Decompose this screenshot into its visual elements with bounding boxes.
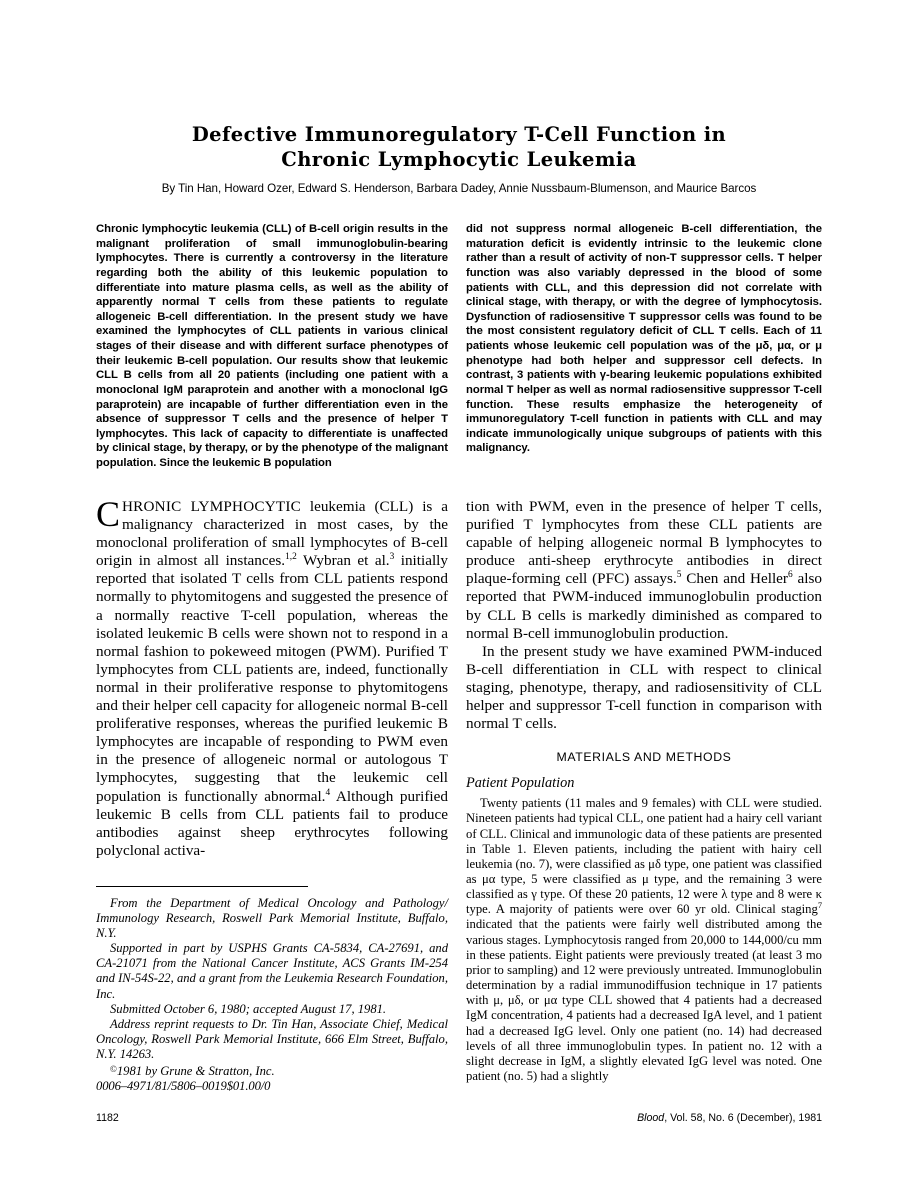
- section-heading-materials-and-methods: MATERIALS AND METHODS: [556, 750, 732, 765]
- copyright-text: 1981 by Grune & Stratton, Inc.: [116, 1064, 275, 1079]
- paragraph-2-segment-a: tion with PWM, even in the presence of helper T cells, purified T lymphocytes from these CLL patients are capable of helping allogeneic normal B lymphocytes to produce anti-sheep erythrocyte antibodies in direct plaque-forming cell (PFC) assays.: [466, 498, 822, 588]
- paragraph-3: In the present study we have examined PWM-induced B-cell differentiation in CLL with respect to clinical staging, phenotype, therapy, and radiosensitivity of CLL helper and suppressor T-cell function in comparison with normal T cells.: [466, 642, 822, 733]
- footnote-copyright: [96, 1062, 448, 1079]
- footnote-issn: 0006–4971/81/5806–0019$01.00/0: [96, 1079, 271, 1094]
- title-line-2: Chronic Lymphocytic Leukemia: [281, 148, 637, 171]
- footnote-reprint-requests: Address reprint requests to Dr. Tin Han, Associate Chief, Medical Oncology, Roswell Park Memorial Institute, 666 Elm Street, Buffalo, N.Y. 14263.: [96, 1016, 448, 1061]
- page-number: 1182: [96, 1112, 119, 1124]
- footnote-ref-6: 6: [787, 570, 793, 581]
- footnote-ref-4: 4: [325, 787, 331, 798]
- footnote-ref-1-2: 1,2: [285, 552, 297, 563]
- footnote-ref-5: 5: [676, 570, 682, 581]
- paragraph-1-segment-d: Although purified leukemic B cells from CLL patients fail to produce antibodies against sheep erythrocytes following polyclonal activa-: [96, 787, 448, 859]
- methods-paragraph: [466, 796, 822, 1084]
- paragraph-1-segment-b: Wybran et al.: [296, 552, 390, 570]
- abstract-column-right: [466, 222, 822, 456]
- title-line-1: Defective Immunoregulatory T-Cell Function in: [191, 123, 727, 146]
- body-text-left: [96, 494, 448, 860]
- copyright-icon: ©: [110, 1064, 117, 1075]
- paragraph-1-segment-c: initially reported that isolated T cells from CLL patients respond normally to phytomitogens and suggested the presence of a normally reactive T-cell population, whereas the isolated leukemic B cells were shown not to respond in a normal fashion to pokeweed mitogen (PWM). Purified T lymphocytes from CLL patients are, indeed, functionally normal in their proliferative response to phytomitogens and their helper cell capacity for allogeneic normal B-cell proliferative responses, whereas the purified leukemic B lymphocytes are incapable of responding to PWM even in the presence of allogeneic normal or autologous T lymphocytes, suggesting that the leukemic cell population is functionally abnormal.: [96, 552, 448, 805]
- journal-citation: [637, 1112, 822, 1124]
- footnote-submitted: Submitted October 6, 1980; accepted August 17, 1981.: [110, 1001, 387, 1016]
- abstract-column-left: [96, 222, 448, 471]
- body-text-right: [466, 498, 822, 733]
- abstract-text-left: Chronic lymphocytic leukemia (CLL) of B-cell origin results in the malignant proliferation of small immunoglobulin-bearing lymphocytes. There is currently a controversy in the literature regarding both the ability of this leukemic population to differentiate into mature plasma cells, as well as the ability of apparently normal T cells from these patients to regulate allogeneic B-cell differentiation. In the present study we have examined the lymphocytes of CLL patients in various clinical stages of their disease and with different surface phenotypes of their leukemic B-cell population. Our results show that leukemic CLL B cells from all 20 patients (including one patient with a monoclonal IgM paraprotein and another with a monoclonal IgG paraprotein) are incapable of further differentiation even in the absence of suppressor T cells and the presence of helper T lymphocytes. This lack of capacity to differentiate is unaffected by clinical stage, by therapy, or by the phenotype of the malignant population. Since the leukemic B population: [96, 223, 448, 469]
- footnote-block: [96, 896, 448, 1094]
- opening-paragraph: [96, 494, 448, 860]
- footnote-affiliation: From the Department of Medical Oncology and Pathology/ Immunology Research, Roswell Park Memorial Institute, Buffalo, N.Y.: [96, 896, 448, 941]
- methods-segment-b: indicated that the patients were fairly well distributed among the various stages. Lymphocytosis ranged from 20,000 to 144,000/cu mm in these patients. Eight patients were previously treated (at least 3 mo prior to sampling) and 12 were previously untreated. Immunoglobulin determination by a radial immunodiffusion technique in 17 patients with μ, μδ, or μα type CLL showed that 4 patients had a decreased IgM concentration, 4 patients had a decreased IgA level, and 1 patient had a decreased IgG level. Only one patient (no. 14) had decreased levels of all three immunoglobulin types. In patient no. 12 with a slight decrease in IgM, a slightly elevated IgG level was noted. One patient (no. 5) had a slightly: [466, 917, 822, 1084]
- author-byline: By Tin Han, Howard Ozer, Edward S. Henderson, Barbara Dadey, Annie Nussbaum-Blumenson, and Maurice Barcos: [161, 182, 757, 195]
- page-footer: [96, 1112, 822, 1124]
- subsection-heading-patient-population: Patient Population: [466, 775, 575, 792]
- methods-body-text: [466, 796, 822, 1084]
- body-column-left: [96, 494, 448, 860]
- paragraph-2: [466, 498, 822, 643]
- body-column-right: [466, 498, 822, 1084]
- journal-volume-info: , Vol. 58, No. 6 (December), 1981: [664, 1112, 822, 1124]
- drop-cap-letter: C: [96, 494, 121, 534]
- methods-segment-a: Twenty patients (11 males and 9 females) with CLL were studied. Nineteen patients had typical CLL, one patient had a hairy cell variant of CLL. Clinical and immunologic data of these patients are presented in Table 1. Eleven patients, including the patient with hairy cell leukemia (no. 7), were classified as μδ type, one patient was classified as μα type, 5 were classified as μ type, and the remaining 3 were classified as γ type. Of these 20 patients, 12 were λ type and 8 were κ type. A majority of patients were over 60 yr old. Clinical staging: [466, 796, 822, 917]
- paragraph-2-segment-c: also reported that PWM-induced immunoglobulin production by CLL B cells is markedly diminished as compared to normal B-cell immunoglobulin production.: [466, 570, 823, 642]
- journal-name: Blood: [637, 1112, 665, 1124]
- opening-caps: HRONIC LYMPHOCYTIC: [122, 498, 301, 515]
- footnote-ref-3: 3: [389, 552, 395, 563]
- article-title: [96, 122, 822, 172]
- footnote-support: Supported in part by USPHS Grants CA-5834, CA-27691, and CA-21071 from the National Cancer Institute, ACS Grants IM-254 and IN-54S-22, and a grant from the Leukemia Research Foundation, Inc.: [96, 941, 448, 1001]
- paragraph-2-segment-b: Chen and Heller: [681, 570, 788, 588]
- abstract-text-right: did not suppress normal allogeneic B-cell differentiation, the maturation deficit is evidently intrinsic to the leukemic clone rather than a result of activity of non-T suppressor cells. T helper function was also variably depressed in the blood of some patients with CLL, and this depression did not correlate with clinical stage, with therapy, or with the degree of lymphocytosis. Dysfunction of radiosensitive T suppressor cells was found to be the most consistent regulatory deficit of CLL T cells. Each of 11 patients whose leukemic cell population was of the μδ, μα, or μ phenotype had both helper and suppressor cell defects. In contrast, 3 patients with γ-bearing leukemic populations exhibited normal T helper as well as normal radiosensitive suppressor T-cell function. These results emphasize the heterogeneity of immunoregulatory T-cell function in patients with CLL and may indicate immunologically unique subgroups of patients with this malignancy.: [466, 223, 822, 455]
- footnote-divider: [96, 886, 308, 887]
- footnote-ref-7: 7: [817, 901, 822, 911]
- paragraph-1-segment-a: leukemia (CLL) is a malignancy characterized in most cases, by the monoclonal proliferation of small lymphocytes of B-cell origin in almost all instances.: [96, 498, 448, 570]
